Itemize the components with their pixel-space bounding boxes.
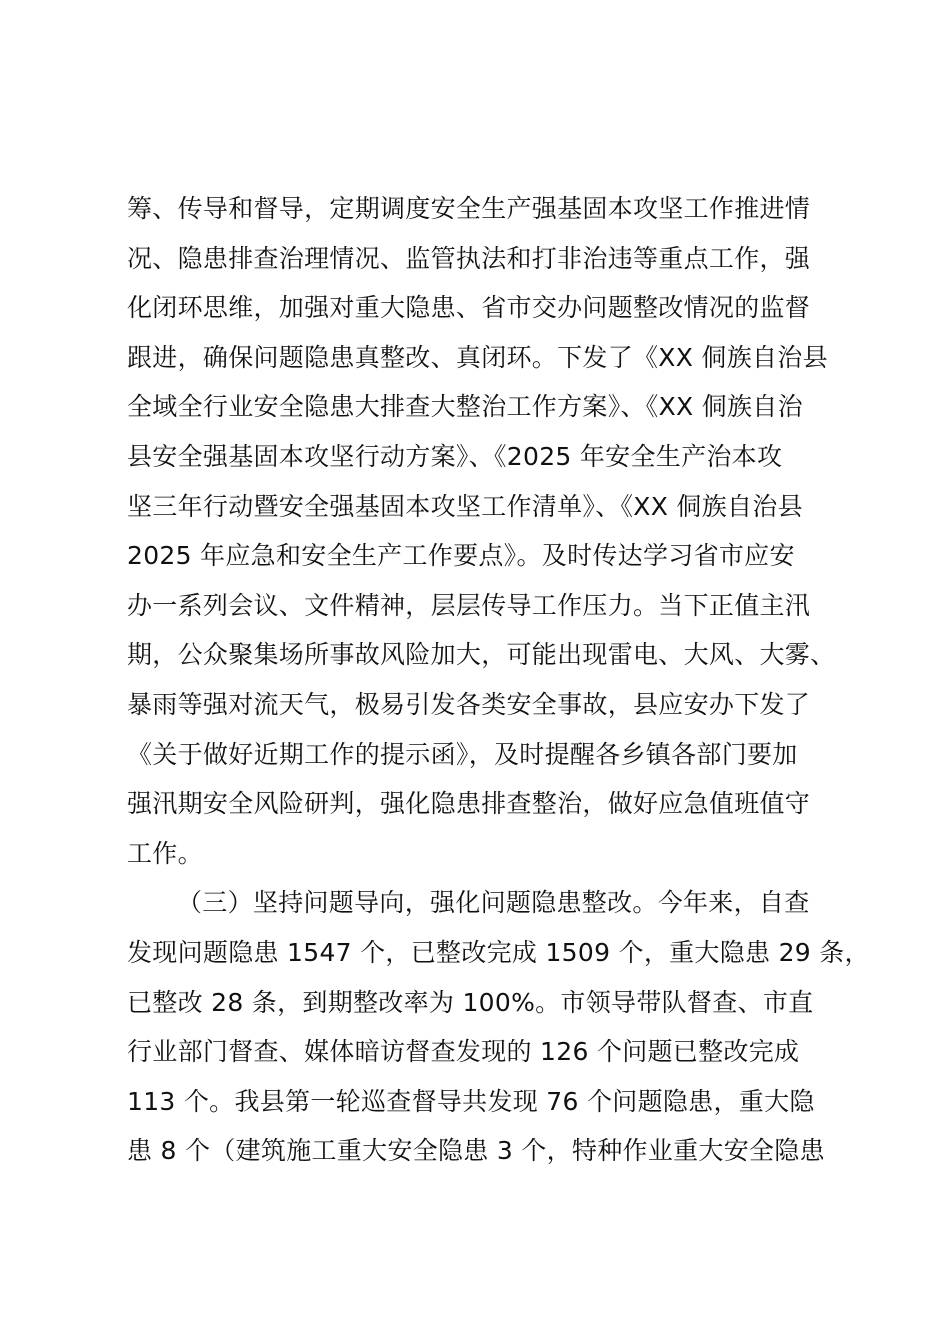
text-line: 2025 年应急和安全生产工作要点》。及时传达学习省市应安 bbox=[127, 541, 795, 571]
text-line: 行业部门督查、媒体暗访督查发现的 126 个问题已整改完成 bbox=[127, 1037, 800, 1067]
text-line: 县安全强基固本攻坚行动方案》、《2025 年安全生产治本攻 bbox=[127, 441, 783, 471]
text-line: 工作。 bbox=[127, 838, 203, 868]
text-line: 跟进，确保问题隐患真整改、真闭环。下发了《XX 侗族自治县 bbox=[127, 342, 828, 372]
text-line: 发现问题隐患 1547 个，已整改完成 1509 个，重大隐患 29 条， bbox=[127, 937, 870, 967]
section-heading-line: （三）坚持问题导向，强化问题隐患整改。今年来，自查 bbox=[177, 888, 810, 918]
text-line: 强汛期安全风险研判，强化隐患排查整治，做好应急值班值守 bbox=[127, 789, 811, 819]
text-line: 筹、传导和督导，定期调度安全生产强基固本攻坚工作推进情 bbox=[127, 194, 811, 223]
text-line: 况、隐患排查治理情况、监管执法和打非治违等重点工作，强 bbox=[127, 243, 811, 273]
text-line: 期，公众聚集场所事故风险加大，可能出现雷电、大风、大雾、 bbox=[127, 640, 836, 670]
text-line: 办一系列会议、文件精神，层层传导工作压力。当下正值主汛 bbox=[127, 590, 811, 620]
text-line: 113 个。我县第一轮巡查督导共发现 76 个问题隐患，重大隐 bbox=[127, 1086, 815, 1116]
text-line: 《关于做好近期工作的提示函》，及时提醒各乡镇各部门要加 bbox=[127, 739, 798, 769]
text-line: 患 8 个（建筑施工重大安全隐患 3 个，特种作业重大安全隐患 bbox=[127, 1136, 825, 1166]
text-line: 化闭环思维，加强对重大隐患、省市交办问题整改情况的监督 bbox=[127, 293, 811, 323]
text-line: 已整改 28 条，到期整改率为 100%。市领导带队督查、市直 bbox=[127, 987, 814, 1017]
text-line: 坚三年行动暨安全强基固本攻坚工作清单》、《XX 侗族自治县 bbox=[127, 491, 803, 521]
text-line: 全域全行业安全隐患大排查大整治工作方案》、《XX 侗族自治 bbox=[127, 392, 803, 422]
text-line: 暴雨等强对流天气，极易引发各类安全事故，县应安办下发了 bbox=[127, 689, 811, 719]
body-text bbox=[127, 184, 870, 1176]
